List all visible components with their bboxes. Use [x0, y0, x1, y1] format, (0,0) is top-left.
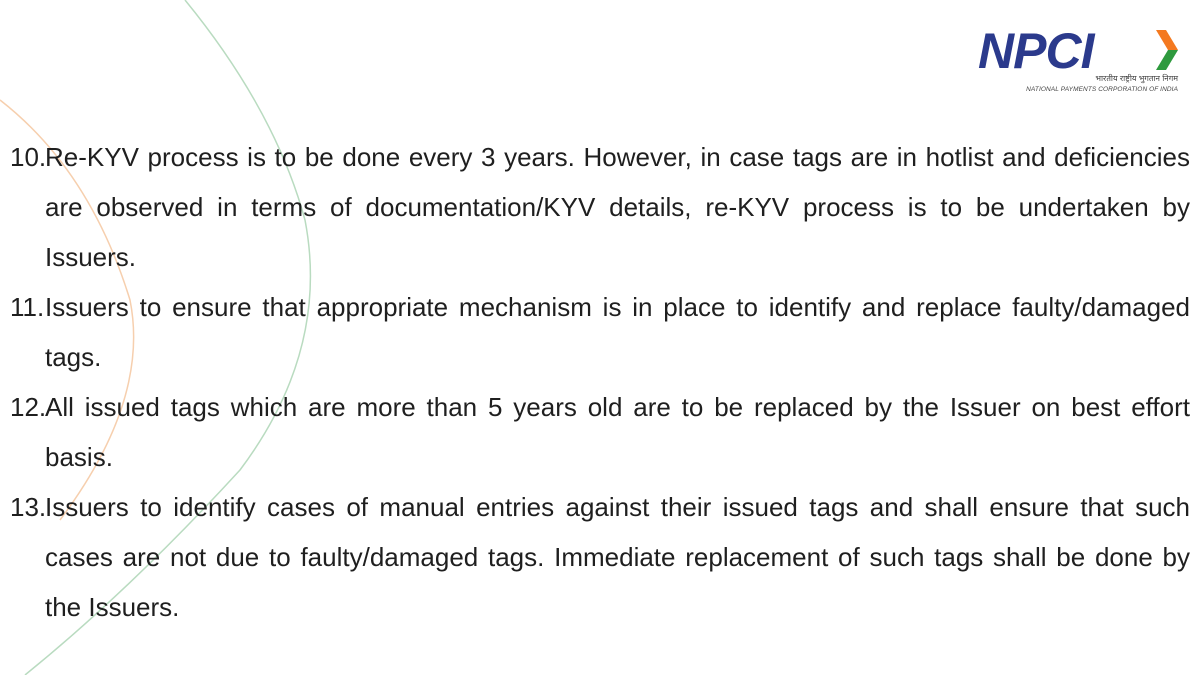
- list-item: [10, 482, 1190, 632]
- logo-arrow-orange: [1156, 30, 1178, 50]
- item-number: 10.: [10, 142, 47, 172]
- logo-hindi-text: भारतीय राष्ट्रीय भुगतान निगम: [1095, 74, 1178, 83]
- numbered-list: [10, 132, 1190, 632]
- item-text: All issued tags which are more than 5 years old are to be replaced by the Issuer on best effort basis.: [45, 392, 1190, 472]
- logo-arrow-green: [1156, 50, 1178, 70]
- logo-wordmark: NPCI: [978, 23, 1094, 79]
- list-item: [10, 382, 1190, 482]
- item-number: 12.: [10, 392, 47, 422]
- npci-logo: [968, 20, 1190, 100]
- list-item: [10, 282, 1190, 382]
- list-item: [10, 132, 1190, 282]
- logo-english-text: NATIONAL PAYMENTS CORPORATION OF INDIA: [1026, 86, 1178, 93]
- item-text: Issuers to ensure that appropriate mechanism is in place to identify and replace faulty/damaged tags.: [45, 292, 1190, 372]
- item-number: 11.: [10, 292, 45, 322]
- item-text: Re-KYV process is to be done every 3 years. However, in case tags are in hotlist and deficiencies are observed in terms of documentation/KYV details, re-KYV process is to be undertaken by Issuers.: [45, 142, 1190, 272]
- item-text: Issuers to identify cases of manual entries against their issued tags and shall ensure that such cases are not due to faulty/damaged tags. Immediate replacement of such tags shall be done by the Issuers.: [45, 492, 1190, 622]
- item-number: 13.: [10, 492, 47, 522]
- npci-logo-mark: [968, 20, 1190, 80]
